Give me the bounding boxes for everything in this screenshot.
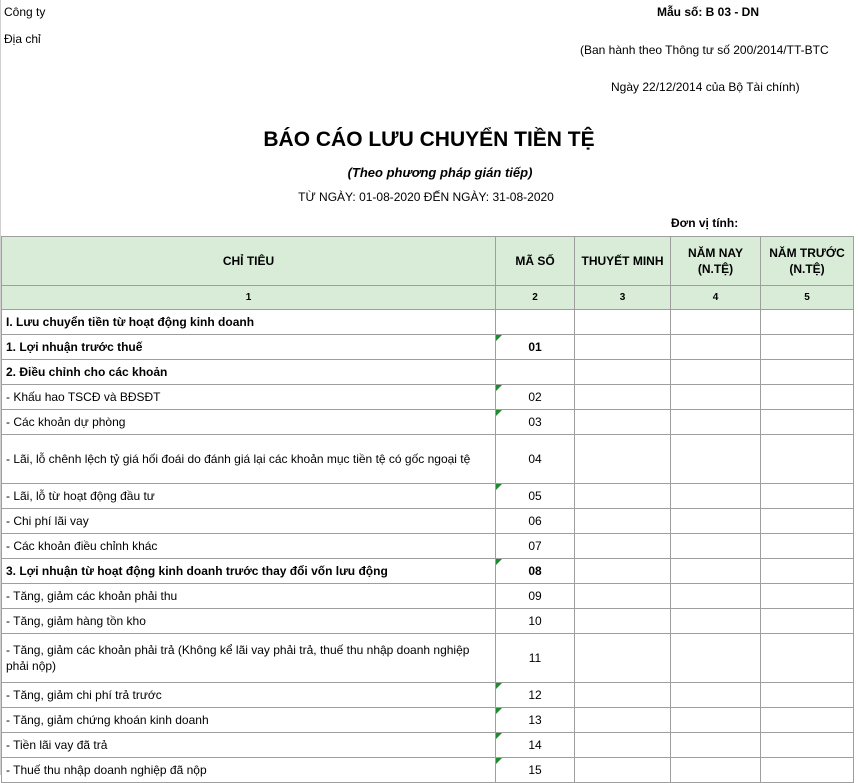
row-last-year-cell[interactable] [761, 634, 854, 683]
company-label: Công ty [4, 5, 46, 19]
row-last-year-cell[interactable] [761, 559, 854, 584]
row-code-cell[interactable] [496, 335, 575, 360]
row-code-cell[interactable] [496, 534, 575, 559]
row-code: 15 [528, 763, 542, 777]
row-this-year-cell[interactable] [671, 509, 761, 534]
row-indicator-cell[interactable]: - Chi phí lãi vay [2, 509, 496, 534]
table-row [2, 534, 854, 559]
unit-label: Đơn vị tính: [671, 216, 739, 230]
row-this-year-cell[interactable] [671, 410, 761, 435]
row-code: 07 [528, 539, 542, 553]
table-row [2, 385, 854, 410]
row-indicator-cell[interactable]: - Tiền lãi vay đã trả [2, 733, 496, 758]
table-row [2, 758, 854, 783]
table-index-row [2, 286, 854, 310]
row-indicator-cell[interactable]: - Khấu hao TSCĐ và BĐSĐT [2, 385, 496, 410]
cell-note-indicator-icon [496, 758, 502, 764]
row-indicator-cell[interactable]: - Tăng, giảm các khoản phải thu [2, 584, 496, 609]
row-code: 10 [528, 614, 542, 628]
row-note-cell[interactable] [575, 584, 671, 609]
row-code-cell[interactable] [496, 683, 575, 708]
row-this-year-cell[interactable] [671, 758, 761, 783]
row-note-cell[interactable] [575, 410, 671, 435]
row-code: 01 [528, 340, 542, 354]
column-header-last-year: NĂM TRƯỚC (N.TỆ) [761, 237, 854, 286]
row-last-year-cell[interactable] [761, 385, 854, 410]
row-this-year-cell[interactable] [671, 634, 761, 683]
row-code: 14 [528, 738, 542, 752]
row-code: 04 [528, 452, 542, 466]
form-number: Mẫu số: B 03 - DN [657, 5, 760, 19]
row-last-year-cell[interactable] [761, 410, 854, 435]
row-note-cell[interactable] [575, 435, 671, 484]
row-indicator-cell[interactable]: I. Lưu chuyển tiền từ hoạt động kinh doanh [2, 310, 496, 335]
issued-line-2: Ngày 22/12/2014 của Bộ Tài chính) [611, 80, 800, 94]
row-code: 09 [528, 589, 542, 603]
row-this-year-cell[interactable] [671, 584, 761, 609]
row-note-cell[interactable] [575, 509, 671, 534]
row-indicator-cell[interactable]: - Thuế thu nhập doanh nghiệp đã nộp [2, 758, 496, 783]
row-code: 13 [528, 713, 542, 727]
row-last-year-cell[interactable] [761, 484, 854, 509]
report-title: BÁO CÁO LƯU CHUYỂN TIỀN TỆ [263, 128, 595, 151]
row-last-year-cell[interactable] [761, 360, 854, 385]
row-this-year-cell[interactable] [671, 335, 761, 360]
row-this-year-cell[interactable] [671, 360, 761, 385]
issued-line-1: (Ban hành theo Thông tư số 200/2014/TT-BTC [580, 43, 829, 57]
column-header-note: THUYẾT MINH [575, 237, 671, 286]
row-last-year-cell[interactable] [761, 683, 854, 708]
table-row [2, 335, 854, 360]
row-note-cell[interactable] [575, 360, 671, 385]
row-indicator-cell[interactable]: - Các khoản dự phòng [2, 410, 496, 435]
row-note-cell[interactable] [575, 733, 671, 758]
row-code: 02 [528, 390, 542, 404]
row-code: 03 [528, 415, 542, 429]
column-index: 2 [496, 286, 575, 310]
column-index: 1 [2, 286, 496, 310]
row-indicator-cell[interactable]: - Tăng, giảm chi phí trả trước [2, 683, 496, 708]
row-code-cell[interactable] [496, 584, 575, 609]
row-code-cell[interactable] [496, 559, 575, 584]
row-code-cell[interactable] [496, 634, 575, 683]
row-last-year-cell[interactable] [761, 435, 854, 484]
row-code: 08 [528, 564, 542, 578]
row-note-cell[interactable] [575, 335, 671, 360]
row-last-year-cell[interactable] [761, 584, 854, 609]
cash-flow-table [1, 236, 854, 783]
row-this-year-cell[interactable] [671, 683, 761, 708]
row-code-cell[interactable] [496, 310, 575, 335]
row-code: 06 [528, 514, 542, 528]
row-indicator-cell[interactable]: - Các khoản điều chỉnh khác [2, 534, 496, 559]
table-body [2, 310, 854, 783]
cell-note-indicator-icon [496, 484, 502, 490]
row-last-year-cell[interactable] [761, 733, 854, 758]
row-code: 11 [528, 651, 542, 665]
column-index: 5 [761, 286, 854, 310]
row-this-year-cell[interactable] [671, 484, 761, 509]
row-this-year-cell[interactable] [671, 609, 761, 634]
row-last-year-cell[interactable] [761, 509, 854, 534]
row-last-year-cell[interactable] [761, 534, 854, 559]
table-row [2, 360, 854, 385]
cell-note-indicator-icon [496, 385, 502, 391]
row-indicator-cell[interactable]: 2. Điều chỉnh cho các khoản [2, 360, 496, 385]
row-note-cell[interactable] [575, 484, 671, 509]
table-row [2, 310, 854, 335]
row-note-cell[interactable] [575, 609, 671, 634]
row-note-cell[interactable] [575, 708, 671, 733]
column-index: 4 [671, 286, 761, 310]
row-note-cell[interactable] [575, 385, 671, 410]
cell-note-indicator-icon [496, 559, 502, 565]
cell-note-indicator-icon [496, 683, 502, 689]
row-code-cell[interactable] [496, 484, 575, 509]
row-last-year-cell[interactable] [761, 310, 854, 335]
cell-note-indicator-icon [496, 335, 502, 341]
address-label: Địa chỉ [4, 32, 41, 46]
row-this-year-cell[interactable] [671, 708, 761, 733]
table-row [2, 559, 854, 584]
row-indicator-cell[interactable]: - Lãi, lỗ từ hoạt động đầu tư [2, 484, 496, 509]
row-code-cell[interactable] [496, 758, 575, 783]
report-subtitle: (Theo phương pháp gián tiếp) [347, 165, 533, 180]
table-row [2, 584, 854, 609]
row-indicator-cell[interactable]: - Tăng, giảm các khoản phải trả (Không kể lãi vay phải trả, thuế thu nhập doanh nghiệp phải nộp) [2, 634, 496, 683]
cell-note-indicator-icon [496, 410, 502, 416]
row-code: 05 [528, 489, 542, 503]
row-code-cell[interactable] [496, 360, 575, 385]
cell-note-indicator-icon [496, 733, 502, 739]
row-code-cell[interactable] [496, 509, 575, 534]
cell-note-indicator-icon [496, 708, 502, 714]
row-code-cell[interactable] [496, 609, 575, 634]
row-code-cell[interactable] [496, 410, 575, 435]
row-indicator-cell[interactable]: 3. Lợi nhuận từ hoạt động kinh doanh trước thay đổi vốn lưu động [2, 559, 496, 584]
row-this-year-cell[interactable] [671, 559, 761, 584]
row-indicator-cell[interactable]: - Lãi, lỗ chênh lệch tỷ giá hối đoái do đánh giá lại các khoản mục tiền tệ có gốc ngoại tệ [2, 435, 496, 484]
column-index: 3 [575, 286, 671, 310]
row-last-year-cell[interactable] [761, 609, 854, 634]
table-row [2, 484, 854, 509]
row-indicator-cell[interactable]: - Tăng, giảm hàng tồn kho [2, 609, 496, 634]
table-row [2, 435, 854, 484]
row-code-cell[interactable] [496, 435, 575, 484]
row-code-cell[interactable] [496, 385, 575, 410]
table-row [2, 634, 854, 683]
table-row [2, 733, 854, 758]
row-this-year-cell[interactable] [671, 534, 761, 559]
row-last-year-cell[interactable] [761, 708, 854, 733]
table-row [2, 683, 854, 708]
table-row [2, 410, 854, 435]
table-row [2, 708, 854, 733]
table-header-row [2, 237, 854, 286]
row-indicator-cell[interactable]: 1. Lợi nhuận trước thuế [2, 335, 496, 360]
column-header-this-year: NĂM NAY (N.TỆ) [671, 237, 761, 286]
row-note-cell[interactable] [575, 683, 671, 708]
report-period: TỪ NGÀY: 01-08-2020 ĐẾN NGÀY: 31-08-2020 [298, 190, 554, 204]
column-header-code: MÃ SỐ [496, 237, 575, 286]
row-this-year-cell[interactable] [671, 733, 761, 758]
row-this-year-cell[interactable] [671, 385, 761, 410]
row-last-year-cell[interactable] [761, 758, 854, 783]
row-note-cell[interactable] [575, 559, 671, 584]
row-code-cell[interactable] [496, 708, 575, 733]
row-note-cell[interactable] [575, 758, 671, 783]
row-this-year-cell[interactable] [671, 310, 761, 335]
row-last-year-cell[interactable] [761, 335, 854, 360]
table-row [2, 609, 854, 634]
row-note-cell[interactable] [575, 534, 671, 559]
row-this-year-cell[interactable] [671, 435, 761, 484]
row-note-cell[interactable] [575, 634, 671, 683]
row-code: 12 [528, 688, 542, 702]
row-code-cell[interactable] [496, 733, 575, 758]
row-note-cell[interactable] [575, 310, 671, 335]
table-row [2, 509, 854, 534]
column-header-indicator: CHỈ TIÊU [2, 237, 496, 286]
row-indicator-cell[interactable]: - Tăng, giảm chứng khoán kinh doanh [2, 708, 496, 733]
